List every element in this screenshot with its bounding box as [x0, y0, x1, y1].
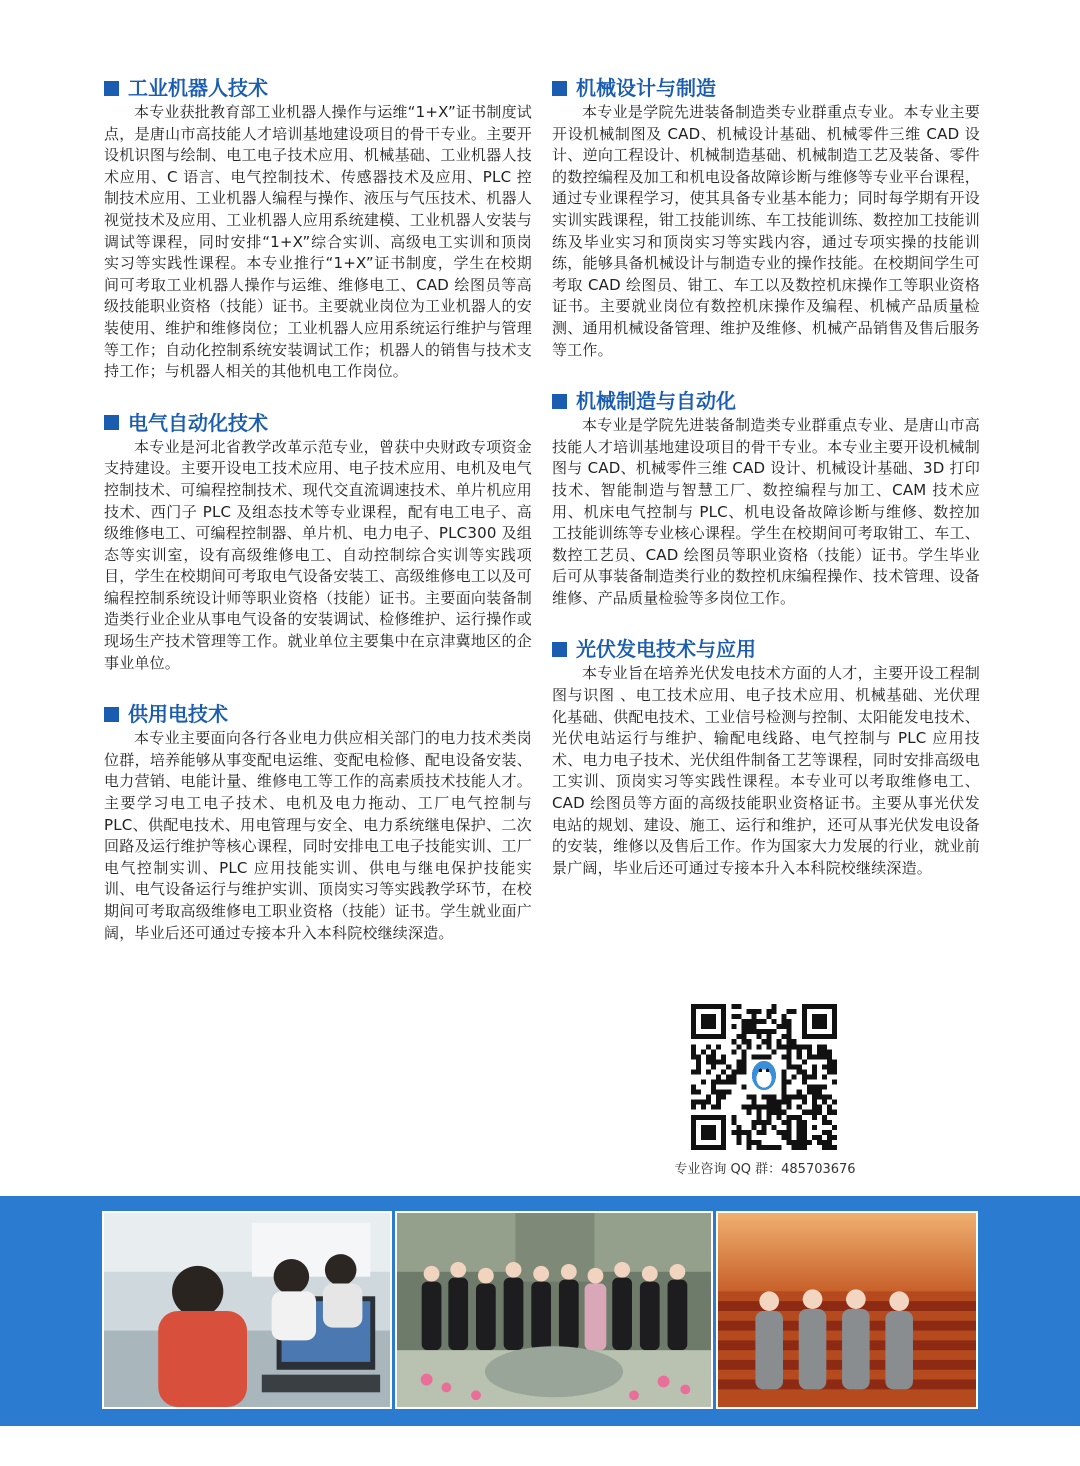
photo-theater-hostesses-image	[718, 1213, 976, 1407]
section-title-text: 供用电技术	[128, 702, 228, 727]
qr-caption: 专业咨询 QQ 群：485703676	[674, 1162, 856, 1177]
photo-computer-lab	[102, 1211, 392, 1409]
section-body: 本专业主要面向各行各业电力供应相关部门的电力技术类岗位群，培养能够从事变配电运维、变配电检修、配电设备安装、电力营销、电能计量、维修电工等工作的高素质技术技能人才。主要学习电工电子技术、电机及电力拖动、工厂电气控制与 PLC、供配电技术、用电管理与安全、电力系统继电保护、二次回路及运行维护等核心课程，同时安排电工电子技能实训、工厂电气控制实训、PLC 应用技能实训、供电与继电保护技能实训、电气设备运行与维护实训、顶岗实习等实践教学环节，在校期间可考取高级维修电工职业资格（技能）证书。学生就业面广阔，毕业后还可通过专接本升入本科院校继续深造。	[104, 729, 532, 942]
section-photovoltaic	[552, 635, 980, 879]
section-title-text: 光伏发电技术与应用	[576, 637, 756, 662]
section-title	[104, 700, 532, 728]
penguin-icon	[752, 1061, 776, 1090]
left-column	[104, 74, 532, 970]
photo-hotel-staff-image	[397, 1213, 711, 1407]
section-body: 本专业获批教育部工业机器人操作与运维“1+X”证书制度试点，是唐山市高技能人才培训基地建设项目的骨干专业。主要开设机识图与绘制、电工电子技术应用、机械基础、工业机器人技术应用、C 语言、电气控制技术、传感器技术及应用、PLC 控制技术应用、工业机器人编程与操作、液压与气压技术、机器人视觉技术及应用、工业机器人应用系统建模、工业机器人安装与调试等课程，同时安排“1+X”综合实训、高级电工实训和顶岗实习等实践性课程。本专业推行“1+X”证书制度，学生在校期间可考取工业机器人操作与运维、维修电工、CAD 绘图员等高级技能职业资格（技能）证书。主要就业岗位为工业机器人的安装使用、维护和维修岗位；工业机器人应用系统运行维护与管理等工作；自动化控制系统安装调试工作；机器人的销售与技术支持工作；与机器人相关的其他机电工作岗位。	[104, 103, 532, 381]
section-title-text: 工业机器人技术	[128, 76, 268, 100]
square-bullet-icon	[104, 415, 119, 430]
section-body: 本专业是河北省教学改革示范专业，曾获中央财政专项资金支持建设。主要开设电工技术应用、电子技术应用、电机及电气控制技术、可编程控制技术、现代交直流调速技术、单片机应用技术、西门子 PLC 及组态技术等专业课程，配有电工电子、高级维修电工、可编程控制器、单片机、电力电子、PLC300 及组态等实训室，设有高级维修电工、自动控制综合实训等实践项目，学生在校期间可考取电气设备安装工、高级维修电工以及可编程控制系统设计师等职业资格（技能）证书。主要面向装备制造类行业企业从事电气设备的安装调试、检修维护、运行操作或现场生产技术管理等工作。就业单位主要集中在京津冀地区的企事业单位。	[104, 437, 532, 672]
section-manufacturing-automation	[552, 387, 980, 609]
qq-group-qr-code[interactable]	[691, 1004, 837, 1150]
section-body: 本专业是学院先进装备制造类专业群重点专业。本专业主要开设机械制图及 CAD、机械设计基础、机械零件三维 CAD 设计、逆向工程设计、机械制造基础、机械制造工艺及装备、零件的数控编程及加工和机电设备故障诊断与维修等专业平台课程，通过专业课程学习，使其具备专业基本能力；同时每学期有开设实训实践课程，钳工技能训练、车工技能训练、数控加工技能训练及毕业实习和顶岗实习等实践内容，通过专项实操的技能训练，能够具备机械设计与制造专业的操作技能。在校期间学生可考取 CAD 绘图员、钳工、车工以及数控机床操作工等职业资格证书。主要就业岗位有数控机床操作及编程、机械产品质量检测、通用机械设备管理、维护及维修、机械产品销售及售后服务等工作。	[552, 103, 980, 359]
section-title	[552, 387, 980, 415]
section-title	[104, 74, 532, 102]
qr-code-graphic	[691, 1004, 837, 1150]
section-body: 本专业旨在培养光伏发电技术方面的人才，主要开设工程制图与识图 、电工技术应用、电子技术应用、机械基础、光伏理化基础、供配电技术、工业信号检测与控制、太阳能发电技术、光伏电站运行与维护、输配电线路、电气控制与 PLC 应用技术、电力电子技术、光伏组件制备工艺等课程，同时安排高级电工实训、顶岗实习等实践性课程。本专业可以考取维修电工、CAD 绘图员等方面的高级技能职业资格证书。主要从事光伏发电站的规划、建设、施工、运行和维护，还可从事光伏发电设备的安装，维修以及售后工作。作为国家大力发展的行业，就业前景广阔，毕业后还可通过专接本升入本科院校继续深造。	[552, 664, 980, 877]
section-power-supply	[104, 700, 532, 944]
square-bullet-icon	[104, 81, 119, 96]
right-column	[552, 74, 980, 905]
square-bullet-icon	[552, 642, 567, 657]
section-industrial-robot	[104, 74, 532, 383]
section-title	[552, 74, 980, 102]
square-bullet-icon	[104, 707, 119, 722]
square-bullet-icon	[552, 394, 567, 409]
section-title-text: 机械设计与制造	[576, 76, 716, 100]
section-body: 本专业是学院先进装备制造类专业群重点专业、是唐山市高技能人才培训基地建设项目的骨干专业。本专业主要开设机械制图与 CAD、机械零件三维 CAD 设计、机械设计基础、3D 打印技术、智能制造与智慧工厂、数控编程与加工、CAM 技术应用、机床电气控制与 PLC、机电设备故障诊断与维修、数控加工技能训练等专业核心课程。学生在校期间可考取钳工、车工、数控工艺员、CAD 绘图员等职业资格（技能）证书。学生毕业后可从事装备制造类行业的数控机床编程操作、技术管理、设备维修、产品质量检验等多岗位工作。	[552, 416, 980, 607]
square-bullet-icon	[552, 81, 567, 96]
section-title-text: 机械制造与自动化	[576, 389, 736, 414]
photo-theater-hostesses	[716, 1211, 978, 1409]
photo-hotel-staff	[395, 1211, 713, 1409]
section-title-text: 电气自动化技术	[128, 410, 268, 435]
photo-computer-lab-image	[104, 1213, 390, 1407]
section-electrical-automation	[104, 409, 532, 675]
section-title	[104, 409, 532, 437]
section-mechanical-design	[552, 74, 980, 361]
section-title	[552, 635, 980, 663]
